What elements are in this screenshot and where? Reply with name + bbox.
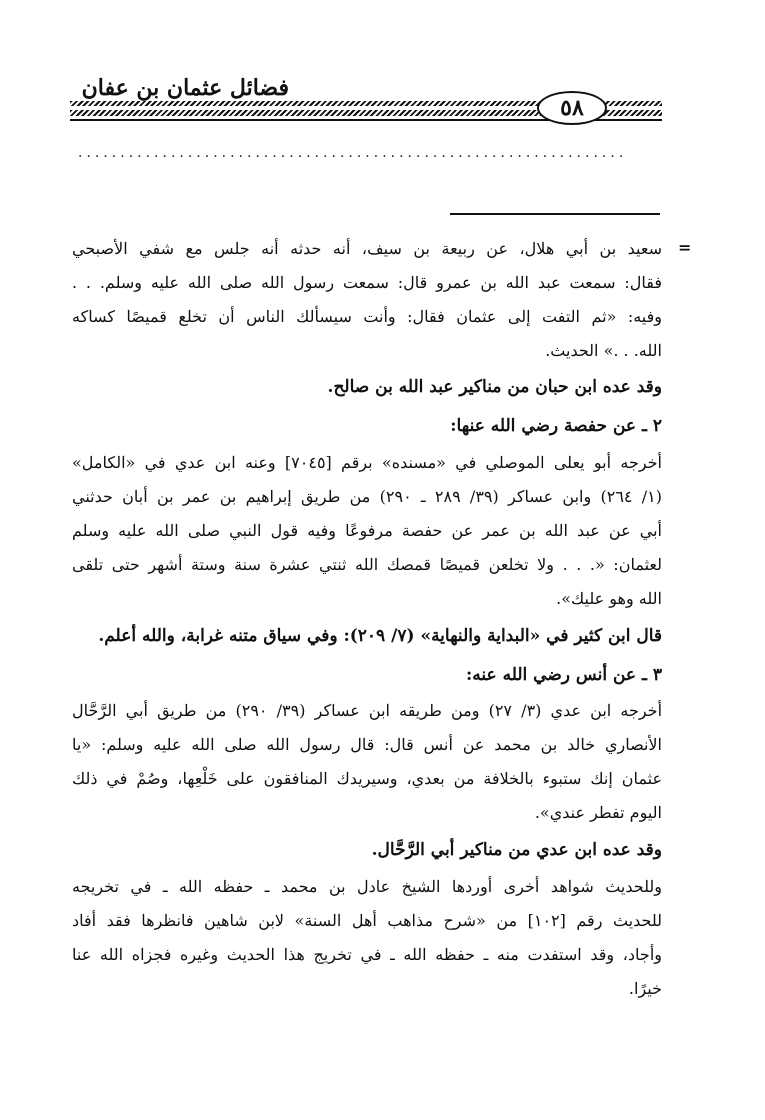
dotted-separator: ································································· bbox=[78, 150, 628, 164]
paragraph-4 bbox=[72, 870, 662, 1006]
text-line: الله وهو عليك». bbox=[556, 589, 662, 608]
paragraph-3 bbox=[72, 694, 662, 830]
text-line: أخرجه أبو يعلى الموصلي في «مسنده» برقم [٧٠٤٥] وعنه ابن عدي في «الكامل» bbox=[72, 453, 662, 472]
book-title: فضائل عثمان بن عفان bbox=[81, 75, 289, 101]
text-line: اليوم تفطر عندي». bbox=[534, 803, 662, 822]
paragraph-1 bbox=[72, 232, 662, 368]
paragraph-2 bbox=[72, 446, 662, 616]
text-line: فقال: سمعت عبد الله بن عمرو قال: سمعت رسول الله صلى الله عليه وسلم. . . bbox=[72, 273, 662, 292]
text-line: الأنصاري خالد بن محمد عن أنس قال: قال رسول الله صلى الله عليه وسلم: «يا bbox=[72, 735, 662, 754]
text-line: خيرًا. bbox=[628, 979, 662, 998]
text-line: وللحديث شواهد أخرى أوردها الشيخ عادل بن محمد ـ حفظه الله ـ في تخريجه bbox=[72, 877, 662, 896]
section-note: وقد عده ابن حبان من مناكير عبد الله بن صالح. bbox=[327, 377, 662, 397]
page-number: ٥٨ bbox=[537, 91, 607, 125]
text-line: أبي عن عبد الله بن عمر عن حفصة مرفوعًا وفيه قول النبي صلى الله عليه وسلم bbox=[72, 521, 662, 540]
page-header bbox=[0, 0, 765, 164]
text-line: عثمان إنك ستبوء بالخلافة من بعدي، وسيريدك المنافقون على خَلْعِها، وصُمْ في ذلك bbox=[72, 769, 662, 788]
text-line: للحديث رقم [١٠٢] من «شرح مذاهب أهل السنة» لابن شاهين فانظرها فقد أفاد bbox=[72, 911, 662, 930]
text-line: وفيه: «ثم التفت إلى عثمان فقال: وأنت سيسألك الناس أن تخلع قميصًا كساكه bbox=[72, 307, 662, 326]
ibn-adi-note: وقد عده ابن عدي من مناكير أبي الرَّحَّال. bbox=[371, 840, 662, 860]
footnote-continuation-mark: = bbox=[678, 238, 692, 257]
ibn-kathir-note: قال ابن كثير في «البداية والنهاية» (٧/ ٢٠٩): وفي سياق متنه غرابة، والله أعلم. bbox=[98, 626, 662, 646]
text-line: وأجاد، وقد استفدت منه ـ حفظه الله ـ في تخريج هذا الحديث وغيره فجزاه الله عنا bbox=[72, 945, 662, 964]
text-line: الله. . .» الحديث. bbox=[545, 341, 662, 360]
main-text bbox=[72, 232, 662, 1006]
text-line: لعثمان: «. . . ولا تخلعن قميصًا قمصك الله ثنتي عشرة سنة وستة أشهر حتى تلقى bbox=[72, 555, 662, 574]
text-line: (١/ ٢٦٤) وابن عساكر (٣٩/ ٢٨٩ ـ ٢٩٠) من طريق إبراهيم بن عمر بن أبان حدثني bbox=[72, 487, 662, 506]
text-line: أخرجه ابن عدي (٣/ ٢٧) ومن طريقه ابن عساكر (٣٩/ ٢٩٠) من طريق أبي الرَّحَّال bbox=[72, 701, 662, 720]
section-heading-2: ٢ ـ عن حفصة رضي الله عنها: bbox=[450, 416, 662, 436]
footnote-separator bbox=[450, 213, 660, 215]
text-line: سعيد بن أبي هلال، عن ربيعة بن سيف، أنه حدثه أنه جلس مع شفي الأصبحي bbox=[72, 239, 662, 258]
section-heading-3: ٣ ـ عن أنس رضي الله عنه: bbox=[466, 665, 662, 685]
